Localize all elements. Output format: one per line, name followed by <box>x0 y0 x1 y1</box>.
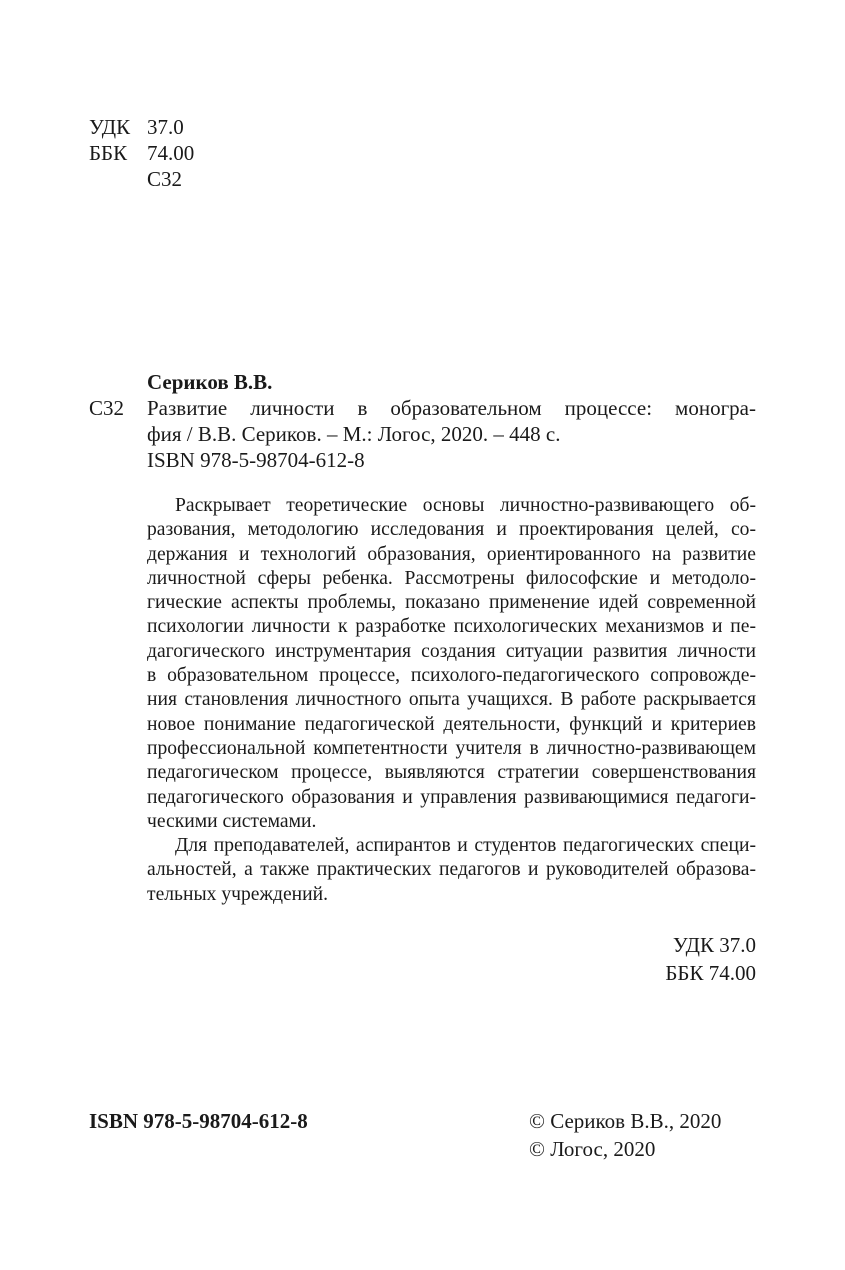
entry-code: С32 <box>89 396 125 420</box>
record-isbn: ISBN 978-5-98704-612-8 <box>147 448 365 472</box>
copyright-publisher: © Логос, 2020 <box>529 1137 656 1161</box>
classification-right <box>665 931 756 987</box>
text-line: профессиональной компетентности учителя в личностно-развивающем <box>147 737 756 759</box>
annotation-paragraph <box>147 494 756 834</box>
title-entry <box>89 395 756 447</box>
udk-row <box>89 114 194 140</box>
text-line: новое понимание педагогической деятельности, функций и критериев <box>147 713 756 735</box>
entry-title <box>147 395 756 447</box>
author-sign-row <box>89 166 194 192</box>
bbk-label: ББК <box>89 141 128 165</box>
classification-top <box>89 114 194 192</box>
author-sign: С32 <box>147 167 183 191</box>
udk-index: УДК 37.0 <box>672 933 756 957</box>
text-line: педагогического образования и управления развивающимися педагоги- <box>147 786 756 808</box>
text-line: держания и технологий образования, ориентированного на развитие <box>147 543 756 565</box>
text-line: Раскрывает теоретические основы личностно-развивающего об- <box>175 495 756 516</box>
text-line: альностей, а также практических педагогов и руководителей образова- <box>147 859 756 881</box>
udk-value: 37.0 <box>147 115 184 139</box>
text-line: тельных учреждений. <box>147 883 329 905</box>
text-line: дагогического инструментария создания ситуации развития личности <box>147 640 756 662</box>
annotation-paragraph <box>147 834 756 907</box>
bibliographic-record <box>89 369 756 473</box>
title-line: Развитие личности в образовательном процессе: моногра- <box>147 396 756 420</box>
text-line: разования, методологию исследования и проектирования целей, со- <box>147 519 756 541</box>
text-line: гические аспекты проблемы, показано применение идей современной <box>147 592 756 614</box>
author-name: Сериков В.В. <box>147 370 273 394</box>
text-line: психологии личности к разработке психологических механизмов и пе- <box>147 616 756 638</box>
udk-label: УДК <box>89 115 131 139</box>
title-line: фия / В.В. Сериков. – М.: Логос, 2020. – 448 с. <box>147 422 561 446</box>
text-line: ния становления личностного опыта учащихся. В работе раскрывается <box>147 689 756 711</box>
text-line: личностной сферы ребенка. Рассмотрены философские и методоло- <box>147 567 756 589</box>
text-line: педагогическом процессе, выявляются стратегии совершенствования <box>147 762 756 784</box>
footer-isbn: ISBN 978-5-98704-612-8 <box>89 1109 308 1133</box>
text-line: ческими системами. <box>147 810 317 832</box>
copyright-block <box>529 1107 721 1163</box>
text-line: Для преподавателей, аспирантов и студентов педагогических специ- <box>175 835 756 857</box>
bbk-index: ББК 74.00 <box>665 961 756 985</box>
copyright-author: © Сериков В.В., 2020 <box>529 1109 722 1133</box>
bbk-row <box>89 140 194 166</box>
bbk-value: 74.00 <box>147 141 195 165</box>
text-line: в образовательном процессе, психолого-педагогического сопровожде- <box>147 665 756 687</box>
annotation <box>147 494 756 907</box>
